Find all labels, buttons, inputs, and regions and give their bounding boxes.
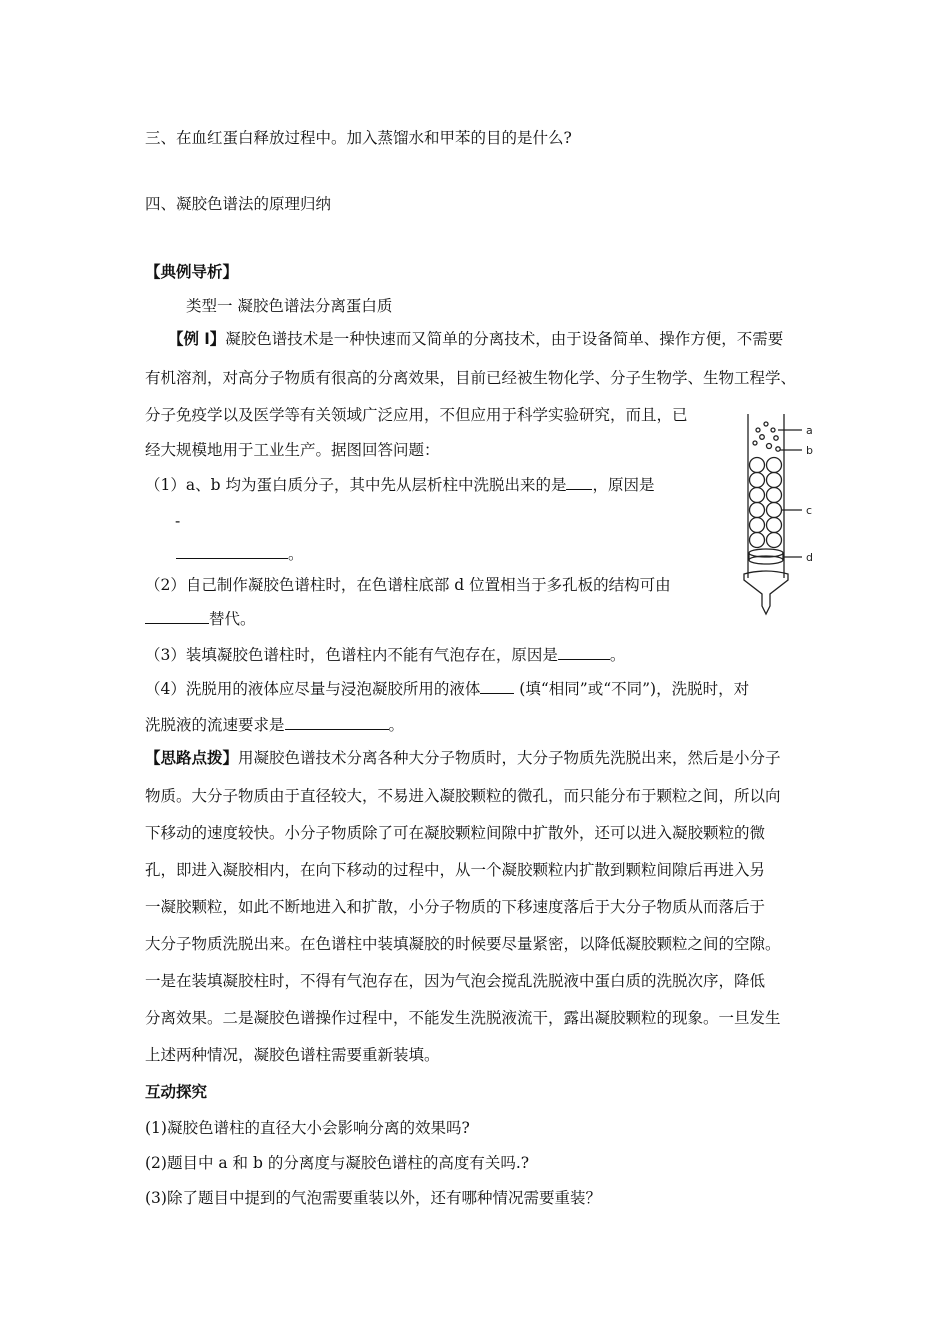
- example-line-3: 分子免疫学以及医学等有关领域广泛应用，不但应用于科学实验研究，而且，已: [145, 406, 688, 424]
- hint-line-7: 一是在装填凝胶柱时，不得有气泡存在，因为气泡会搅乱洗脱液中蛋白质的洗脱次序，降低: [145, 972, 766, 990]
- sub-question-4: [145, 677, 749, 699]
- answer-blank-4[interactable]: [558, 643, 610, 660]
- sub4-text-b: (填“相同”或“不同”)，洗脱时，对: [514, 680, 750, 698]
- answer-blank-5[interactable]: [480, 677, 514, 694]
- hint-line-1: [145, 748, 781, 768]
- hint-tag: 【思路点拨】: [145, 749, 239, 767]
- interactive-q1: (1)凝胶色谱柱的直径大小会影响分离的效果吗?: [145, 1119, 470, 1137]
- sub-question-2: （2）自己制作凝胶色谱柱时，在色谱柱底部 d 位置相当于多孔板的结构可由: [145, 576, 671, 594]
- sub1-dash: -: [175, 512, 181, 530]
- example-text-1: 凝胶色谱技术是一种快速而又简单的分离技术，由于设备简单、操作方便，不需要: [225, 330, 784, 348]
- answer-blank-2[interactable]: [176, 542, 288, 559]
- answer-blank-1[interactable]: [566, 473, 592, 490]
- sub4-line-2: [145, 713, 404, 735]
- sub4-text-c: 洗脱液的流速要求是: [145, 716, 285, 734]
- interactive-q3: (3)除了题目中提到的气泡需要重装以外，还有哪种情况需要重装？: [145, 1189, 601, 1207]
- sub1-text-a: （1）a、b 均为蛋白质分子，其中先从层析柱中洗脱出来的是: [145, 476, 567, 494]
- hint-line-3: 下移动的速度较快。小分子物质除了可在凝胶颗粒间隙中扩散外，还可以进入凝胶颗粒的微: [145, 824, 766, 842]
- sub3-text: （3）装填凝胶色谱柱时，色谱柱内不能有气泡存在，原因是: [145, 646, 558, 664]
- hint-line-8: 分离效果。二是凝胶色谱操作过程中，不能发生洗脱液流干，露出凝胶颗粒的现象。一旦发生: [145, 1009, 781, 1027]
- example-tag: 【例 l】: [168, 330, 226, 348]
- figure-label-c: c: [806, 504, 813, 517]
- hint-line-4: 孔，即进入凝胶相内，在向下移动的过程中，从一个凝胶颗粒内扩散到颗粒间隙后再进入另: [145, 861, 766, 879]
- sub4-end: 。: [388, 716, 405, 734]
- sub2-end: 替代。: [209, 610, 256, 628]
- figure-label-d: d: [806, 551, 813, 564]
- sub2-blank-line: [145, 607, 256, 629]
- sub4-text-a: （4）洗脱用的液体应尽量与浸泡凝胶所用的液体: [145, 680, 481, 698]
- example-line-2: 有机溶剂，对高分子物质有很高的分离效果，目前已经被生物化学、分子生物学、生物工程学、: [145, 369, 797, 387]
- figure-label-b: b: [806, 444, 813, 457]
- interactive-q2: (2)题目中 a 和 b 的分离度与凝胶色谱柱的高度有关吗.?: [145, 1154, 530, 1172]
- answer-blank-6[interactable]: [285, 713, 389, 730]
- hint-line-2: 物质。大分子物质由于直径较大，不易进入凝胶颗粒的微孔，而只能分布于颗粒之间，所以向: [145, 787, 781, 805]
- sub-question-1: [145, 473, 654, 495]
- sub-question-3: [145, 643, 625, 665]
- example-line-1: [168, 329, 783, 349]
- answer-blank-3[interactable]: [145, 607, 209, 624]
- example-line-4: 经大规模地用于工业生产。据图回答问题：: [145, 441, 440, 459]
- hint-line-6: 大分子物质洗脱出来。在色谱柱中装填凝胶的时候要尽量紧密，以降低凝胶颗粒之间的空隙。: [145, 935, 781, 953]
- hint-text-1: 用凝胶色谱技术分离各种大分子物质时，大分子物质先洗脱出来，然后是小分子: [238, 749, 781, 767]
- example-heading: 【典例导析】: [145, 263, 239, 281]
- sub1-end: 。: [288, 545, 304, 563]
- question-4: 四、凝胶色谱法的原理归纳: [145, 195, 332, 213]
- hint-line-5: 一凝胶颗粒，如此不断地进入和扩散，小分子物质的下移速度落后于大分子物质从而落后于: [145, 898, 766, 916]
- sub1-text-b: ，原因是: [592, 476, 655, 494]
- gel-column-figure: [738, 410, 828, 620]
- type-heading: 类型一 凝胶色谱法分离蛋白质: [186, 297, 393, 315]
- figure-label-a: a: [806, 424, 813, 437]
- sub1-blank-line: [176, 542, 304, 564]
- interactive-heading: 互动探究: [145, 1083, 208, 1101]
- hint-line-9: 上述两种情况，凝胶色谱柱需要重新装填。: [145, 1046, 440, 1064]
- sub3-end: 。: [609, 646, 626, 664]
- question-3: 三、在血红蛋白释放过程中。加入蒸馏水和甲苯的目的是什么?: [145, 129, 572, 147]
